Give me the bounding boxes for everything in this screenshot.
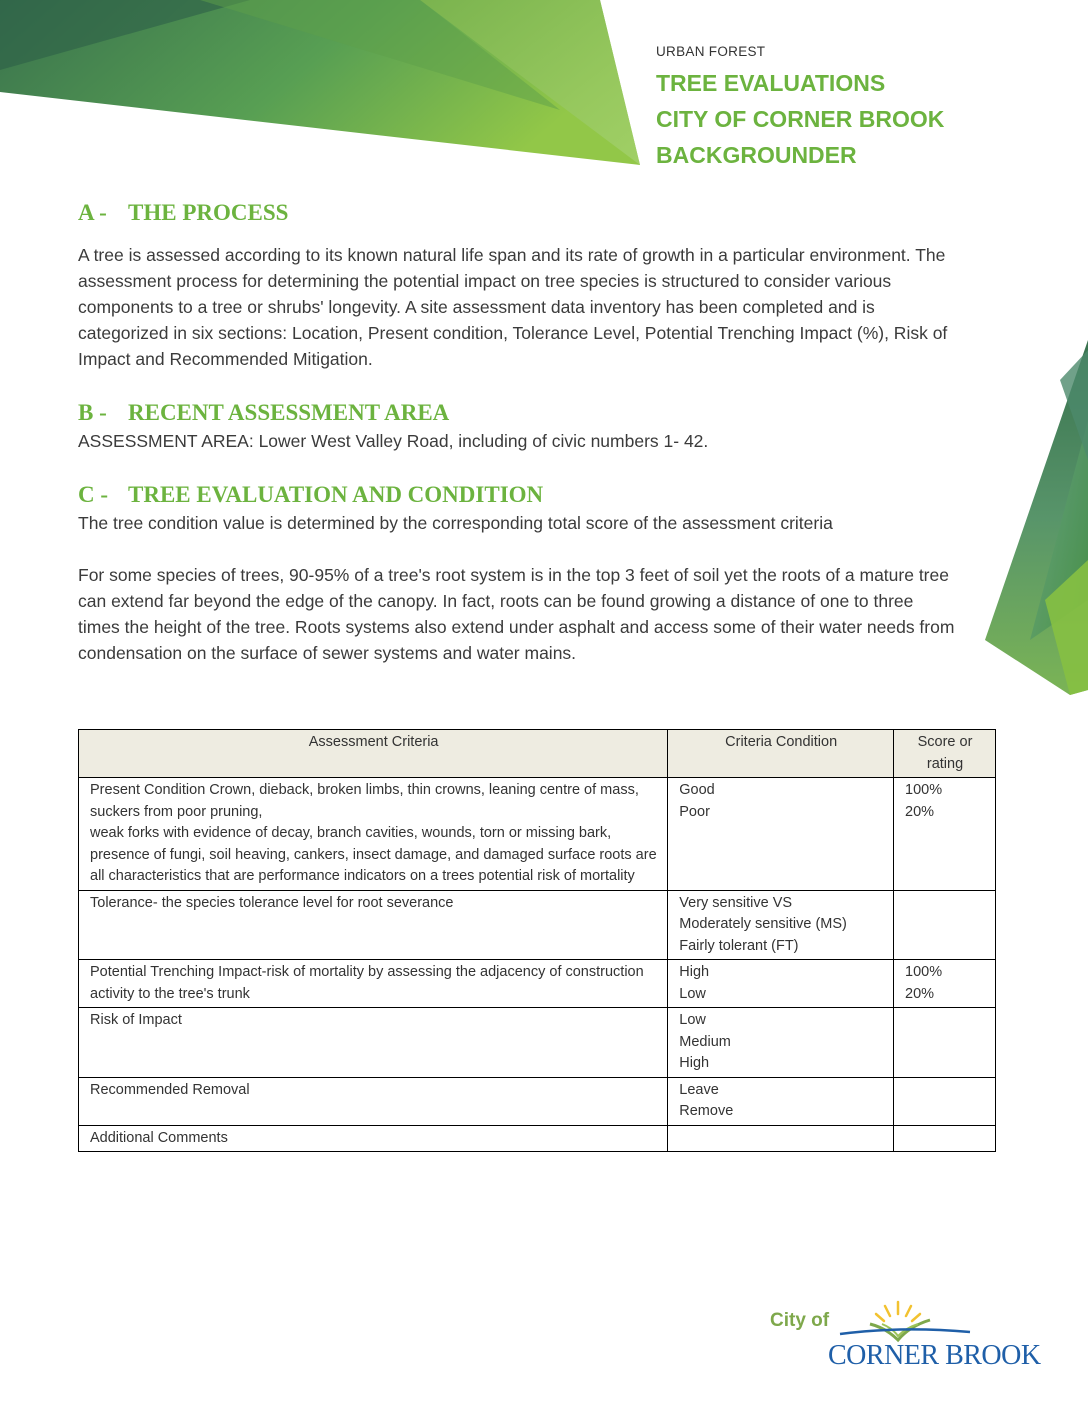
condition-item: Good xyxy=(679,782,715,798)
header-eyebrow: URBAN FOREST xyxy=(656,44,766,59)
condition-item: Very sensitive VS xyxy=(679,894,793,911)
section-a-paragraph: A tree is assessed according to its known natural life span and its rate of growth in a particular environment. The assessment process for determining the potential impact on tree species is structured to consider various components to a tree or shrubs' longevity. A site assessment data inventory has been completed and is categorized in six sections: Location, Present condition, Tolerance Level, Potential Trenching Impact (%), Risk of Impact and Recommended Mitigation. xyxy=(78,245,948,369)
logo-city-of-text: City of xyxy=(770,1310,830,1331)
criteria-text: Risk of Impact xyxy=(90,1012,182,1028)
criteria-cell xyxy=(79,890,668,960)
condition-item: High xyxy=(679,1055,710,1071)
score-item: 20% xyxy=(905,803,935,820)
table-header-row xyxy=(79,730,996,778)
score-cell xyxy=(894,1008,996,1078)
score-item: 100% xyxy=(905,964,943,980)
section-c-title: TREE EVALUATION AND CONDITION xyxy=(128,482,544,507)
criteria-text: Present Condition Crown, dieback, broken limbs, thin crowns, leaning centre of mass, suckers from poor pruning, xyxy=(90,782,639,820)
section-a-letter: A - xyxy=(78,200,107,225)
condition-cell xyxy=(668,1125,894,1152)
score-cell xyxy=(894,890,996,960)
condition-item: Low xyxy=(679,985,706,1002)
criteria-text-continued: weak forks with evidence of decay, branch cavities, wounds, torn or missing bark, presence of fungi, soil heaving, cankers, insect damage, and damaged surface roots are all characteristics that are performance indicators on a trees potential risk of mortality xyxy=(90,825,657,884)
section-a-title: THE PROCESS xyxy=(128,200,289,225)
criteria-cell xyxy=(79,778,668,891)
table-row xyxy=(79,1008,996,1078)
section-b-letter: B - xyxy=(78,400,107,425)
condition-cell xyxy=(668,960,894,1008)
criteria-text: Tolerance- the species tolerance level for root severance xyxy=(90,894,454,911)
condition-item: High xyxy=(679,964,710,980)
criteria-cell xyxy=(79,1008,668,1078)
condition-item: Remove xyxy=(679,1103,734,1119)
section-b-title: RECENT ASSESSMENT AREA xyxy=(128,400,450,425)
header-title-line-2: CITY OF CORNER BROOK xyxy=(656,106,945,132)
table-row xyxy=(79,1077,996,1125)
condition-cell xyxy=(668,778,894,891)
section-c-letter: C - xyxy=(78,482,109,507)
assessment-criteria-table xyxy=(78,729,996,1152)
condition-item: Leave xyxy=(679,1081,719,1098)
sun-and-river-logo-icon xyxy=(830,1296,1040,1346)
table-row xyxy=(79,778,996,891)
score-cell xyxy=(894,778,996,891)
condition-cell xyxy=(668,1077,894,1125)
score-item: 100% xyxy=(905,782,943,798)
condition-item: Low xyxy=(679,1012,706,1028)
criteria-text: Potential Trenching Impact-risk of mortality by assessing the adjacency of construction activity to the tree's trunk xyxy=(90,964,644,1002)
table-row xyxy=(79,890,996,960)
condition-item: Poor xyxy=(679,803,710,820)
document-body xyxy=(78,198,958,666)
score-cell xyxy=(894,1125,996,1152)
section-b-paragraph: ASSESSMENT AREA: Lower West Valley Road, including of civic numbers 1- 42. xyxy=(78,431,709,451)
header-title-line-1: TREE EVALUATIONS xyxy=(656,70,886,96)
criteria-cell xyxy=(79,1077,668,1125)
criteria-cell xyxy=(79,960,668,1008)
condition-cell xyxy=(668,890,894,960)
header-title-line-3: BACKGROUNDER xyxy=(656,142,857,168)
section-c-heading xyxy=(78,480,958,510)
header-assessment-criteria: Assessment Criteria xyxy=(79,730,668,778)
section-a-heading xyxy=(78,198,958,228)
condition-item: Medium xyxy=(679,1033,731,1050)
condition-item: Fairly tolerant (FT) xyxy=(679,937,799,954)
criteria-text: Additional Comments xyxy=(90,1129,228,1146)
header-criteria-condition: Criteria Condition xyxy=(668,730,894,778)
document-header xyxy=(656,44,944,173)
condition-cell xyxy=(668,1008,894,1078)
city-logo xyxy=(770,1296,1040,1376)
section-b-heading xyxy=(78,398,958,428)
condition-item: Moderately sensitive (MS) xyxy=(679,916,847,932)
section-c-paragraph-1: The tree condition value is determined by the corresponding total score of the assessment criteria xyxy=(78,513,833,533)
header-score-or-rating: Score or rating xyxy=(894,730,996,778)
table-row xyxy=(79,960,996,1008)
score-cell xyxy=(894,960,996,1008)
logo-wordmark: CORNER BROOK xyxy=(828,1340,1041,1371)
section-c-paragraph-2: For some species of trees, 90-95% of a tree's root system is in the top 3 feet of soil yet the roots of a mature tree can extend far beyond the edge of the canopy. In fact, roots can be found growing a distance of one to three times the height of the tree. Roots systems also extend under asphalt and access some of their water needs from condensation on the surface of sewer systems and water mains. xyxy=(78,565,955,663)
score-item: 20% xyxy=(905,985,935,1002)
table-row xyxy=(79,1125,996,1152)
score-cell xyxy=(894,1077,996,1125)
criteria-cell xyxy=(79,1125,668,1152)
criteria-text: Recommended Removal xyxy=(90,1081,250,1098)
